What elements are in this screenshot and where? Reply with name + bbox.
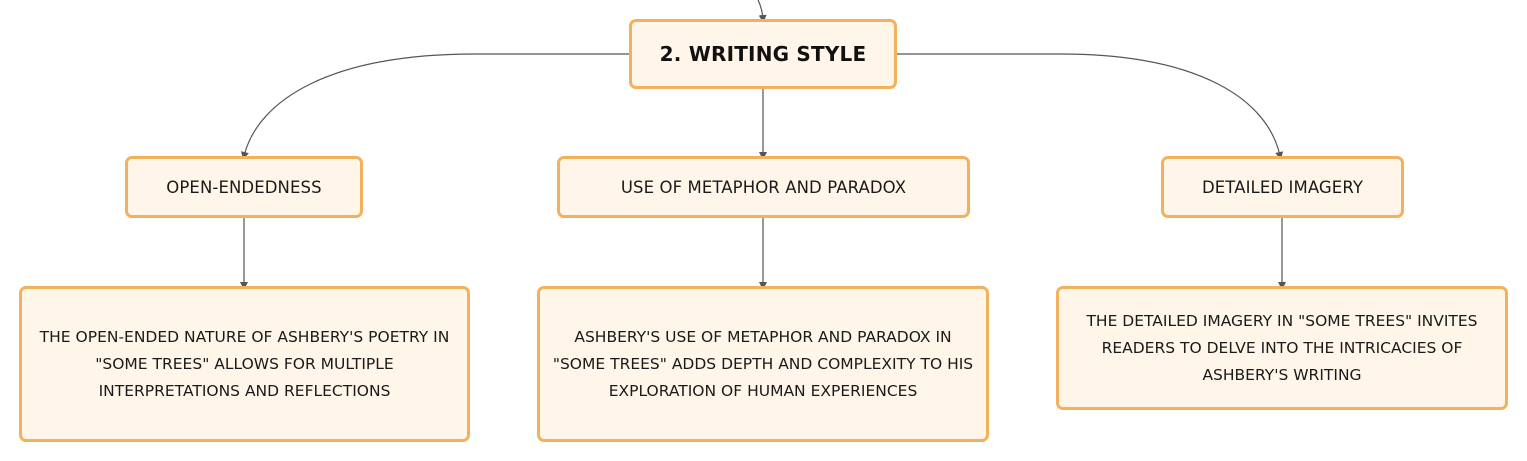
detail-node-open-endedness[interactable] bbox=[19, 286, 470, 442]
branch-label: OPEN-ENDEDNESS bbox=[166, 177, 322, 197]
branch-node-metaphor-and-paradox[interactable] bbox=[557, 156, 970, 218]
detail-text: THE DETAILED IMAGERY IN "SOME TREES" INVITES READERS TO DELVE INTO THE INTRICACIES OF ASHBERY'S WRITING bbox=[1086, 311, 1478, 384]
branch-label: DETAILED IMAGERY bbox=[1201, 177, 1364, 197]
connector-parent-to-root bbox=[758, 0, 763, 19]
detail-node-metaphor-and-paradox[interactable] bbox=[537, 286, 989, 442]
root-node[interactable] bbox=[629, 19, 897, 89]
detail-node-detailed-imagery[interactable] bbox=[1056, 286, 1508, 410]
root-node-label: 2. WRITING STYLE bbox=[659, 42, 867, 66]
branch-node-detailed-imagery[interactable] bbox=[1161, 156, 1404, 218]
branch-label: USE OF METAPHOR AND PARADOX bbox=[620, 177, 907, 197]
connector-root-to-detailed-imagery bbox=[896, 54, 1280, 156]
detail-text: ASHBERY'S USE OF METAPHOR AND PARADOX IN "SOME TREES" ADDS DEPTH AND COMPLEXITY TO HIS EXPLORATION OF HUMAN EXPERIENCES bbox=[552, 327, 974, 400]
detail-text: THE OPEN-ENDED NATURE OF ASHBERY'S POETRY IN "SOME TREES" ALLOWS FOR MULTIPLE INTERPRETATIONS AND REFLECTIONS bbox=[39, 327, 450, 400]
branch-node-open-endedness[interactable] bbox=[125, 156, 363, 218]
connector-root-to-open-endedness bbox=[244, 54, 630, 156]
